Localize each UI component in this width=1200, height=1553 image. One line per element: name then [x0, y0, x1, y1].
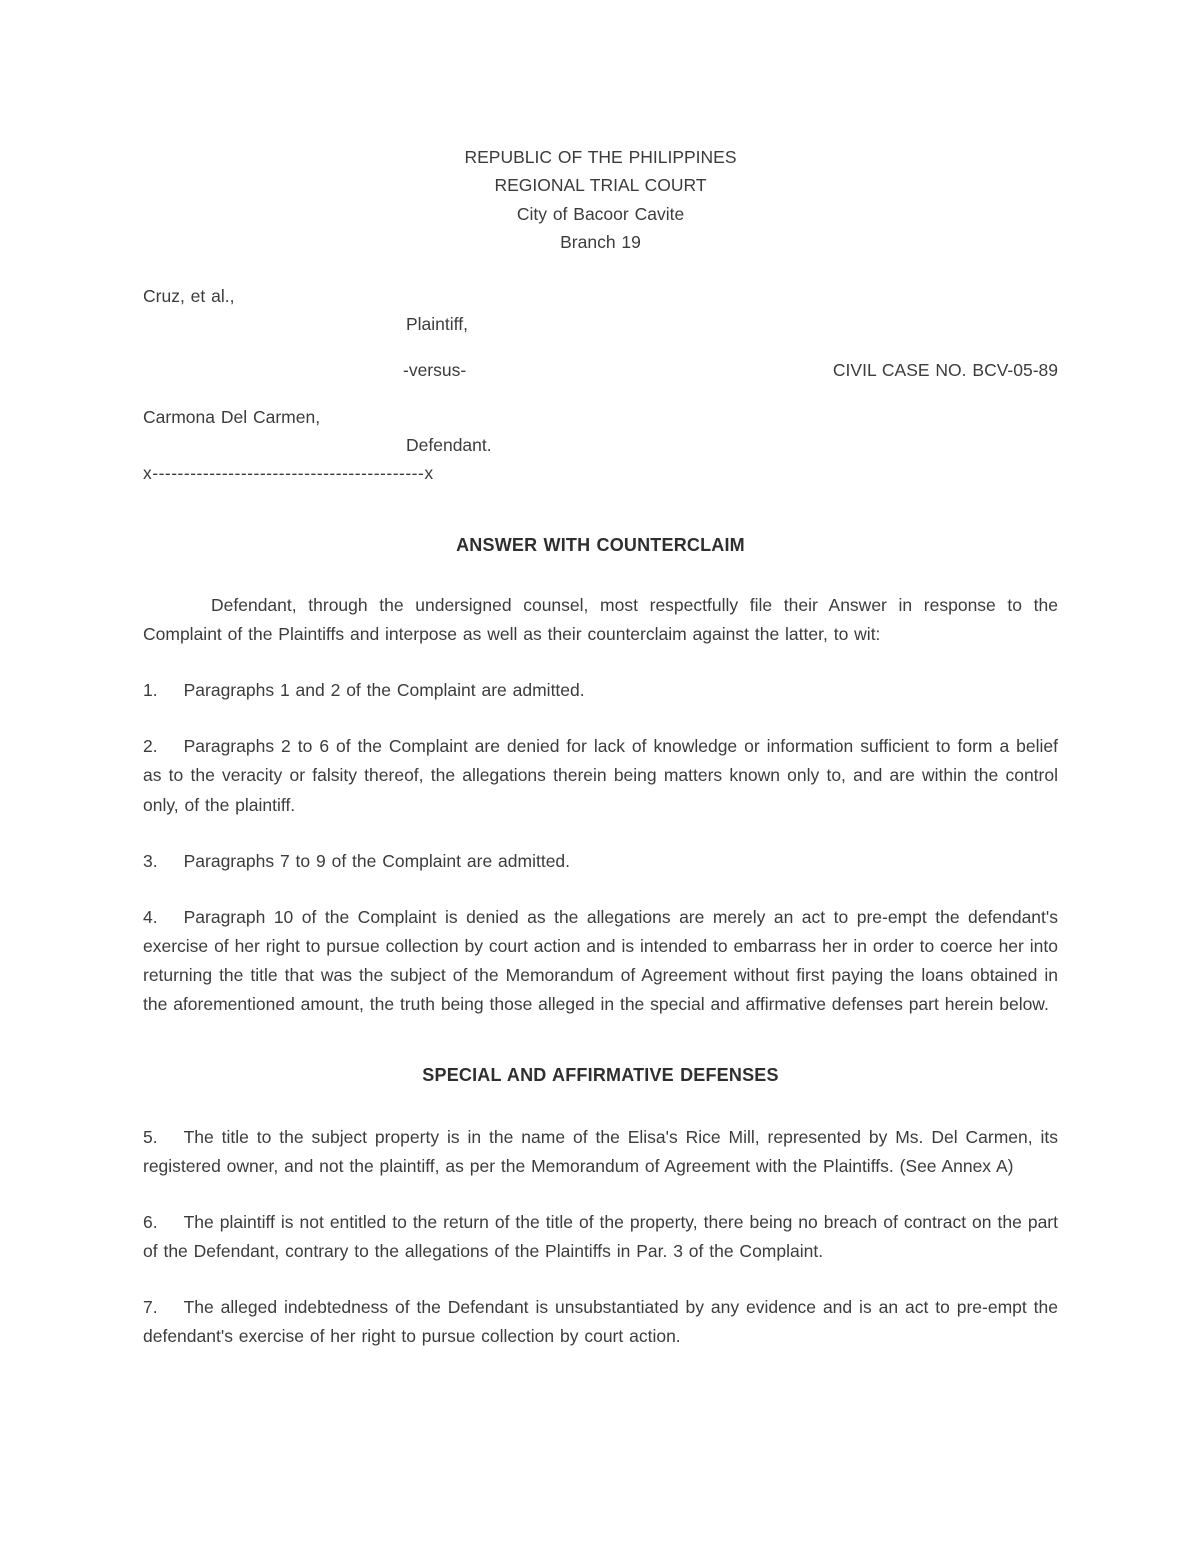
paragraph-number: 6.: [143, 1211, 158, 1232]
document-title: ANSWER WITH COUNTERCLAIM: [456, 535, 745, 556]
defense-paragraph-5: [143, 1123, 1058, 1181]
paragraph-number: 7.: [143, 1296, 158, 1317]
paragraph-number: 3.: [143, 850, 158, 871]
defendant-label: Defendant.: [406, 435, 492, 456]
defense-paragraph-7: [143, 1293, 1058, 1351]
plaintiff-label: Plaintiff,: [406, 314, 468, 335]
paragraph-text: The alleged indebtedness of the Defendant is unsubstantiated by any evidence and is an act to pre-empt the defendant's exercise of her right to pursue collection by court action.: [143, 1296, 1058, 1346]
header-court: REGIONAL TRIAL COURT: [494, 175, 707, 196]
paragraph-text: The plaintiff is not entitled to the return of the title of the property, there being no breach of contract on the part of the Defendant, contrary to the allegations of the Plaintiffs in Par. 3 of the Complaint.: [143, 1211, 1058, 1261]
answer-paragraph-4: [143, 903, 1058, 1019]
plaintiff-name: Cruz, et al.,: [143, 286, 235, 307]
defense-paragraph-6: [143, 1208, 1058, 1266]
versus-row: [143, 356, 1058, 385]
answer-paragraph-1: [143, 676, 1058, 705]
paragraph-number: 4.: [143, 906, 158, 927]
defendant-block: [143, 403, 1058, 459]
case-caption: [143, 282, 1058, 487]
case-number: CIVIL CASE NO. BCV-05-89: [832, 360, 1058, 381]
header-branch: Branch 19: [560, 232, 641, 253]
section-heading-special-defenses: SPECIAL AND AFFIRMATIVE DEFENSES: [422, 1064, 779, 1085]
intro-paragraph: Defendant, through the undersigned counsel, most respectfully file their Answer in response to the Complaint of the Plaintiffs and interpose as well as their counterclaim against the latter, to wit:: [143, 595, 1058, 645]
paragraph-text: Paragraphs 2 to 6 of the Complaint are denied for lack of knowledge or information sufficient to form a belief as to the veracity or falsity thereof, the allegations therein being matters known only to, and are within the control only, of the plaintiff.: [143, 736, 1058, 815]
header-city: City of Bacoor Cavite: [516, 203, 685, 224]
court-header: [143, 143, 1058, 256]
caption-divider: x-------------------------------------------x: [143, 463, 434, 484]
answer-paragraph-2: [143, 732, 1058, 819]
paragraph-number: 1.: [143, 680, 158, 701]
defendant-name: Carmona Del Carmen,: [143, 407, 321, 428]
header-republic: REPUBLIC OF THE PHILIPPINES: [464, 147, 737, 167]
paragraph-text: The title to the subject property is in the name of the Elisa's Rice Mill, represented by Ms. Del Carmen, its registered owner, and not the plaintiff, as per the Memorandum of Agreement with the Plaintiffs. (See Annex A): [143, 1126, 1058, 1176]
paragraph-text: Paragraphs 1 and 2 of the Complaint are admitted.: [183, 680, 585, 701]
paragraph-number: 5.: [143, 1126, 158, 1147]
paragraph-text: Paragraphs 7 to 9 of the Complaint are admitted.: [183, 850, 571, 871]
paragraph-text: Paragraph 10 of the Complaint is denied as the allegations are merely an act to pre-empt the defendant's exercise of her right to pursue collection by court action and is intended to embarrass her in order to coerce her into returning the title that was the subject of the Memorandum of Agreement without first paying the loans obtained in the aforementioned amount, the truth being those alleged in the special and affirmative defenses part herein below.: [143, 906, 1058, 1014]
paragraph-number: 2.: [143, 736, 158, 757]
answer-paragraph-3: [143, 847, 1058, 876]
versus-label: -versus-: [403, 360, 467, 381]
